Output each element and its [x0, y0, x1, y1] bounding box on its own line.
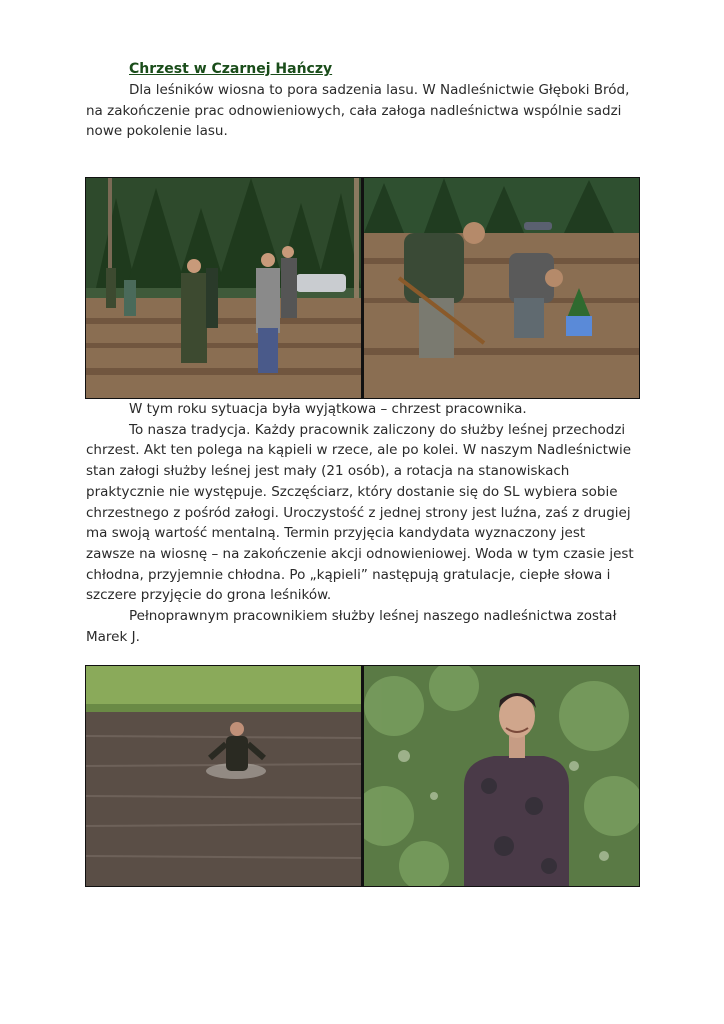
photo-man-in-river: [86, 666, 361, 886]
planting-photos: [85, 177, 640, 399]
photo-planting-seedlings: [364, 178, 639, 398]
intro-paragraph: Dla leśników wiosna to pora sadzenia lasu. W Nadleśnictwie Głęboki Bród, na zakończenie prac odnowieniowych, cała załoga nadleśnictwa wspólnie sadzi nowe pokolenie lasu.: [86, 82, 630, 140]
baptism-photos: [85, 665, 640, 887]
body-paragraph: Pełnoprawnym pracownikiem służby leśnej naszego nadleśnictwa został Marek J.: [86, 608, 617, 645]
body-text: [86, 399, 638, 647]
document-title: Chrzest w Czarnej Hańczy: [129, 61, 333, 77]
photo-baptized-man-smiling: [364, 666, 639, 886]
photo-foresters-planting-group: [86, 178, 361, 398]
body-paragraph: W tym roku sytuacja była wyjątkowa – chrzest pracownika.: [129, 401, 527, 417]
body-paragraph: To nasza tradycja. Każdy pracownik zaliczony do służby leśnej przechodzi chrzest. Akt ten polega na kąpieli w rzece, ale po kolei. W naszym Nadleśnictwie stan załogi służby leśnej jest mały (21 osób), a rotacja na stanowiskach praktycznie nie występuje. Szczęściarz, który dostanie się do SL wybiera sobie chrzestnego z pośród załogi. Uroczystość z jednej strony jest luźna, zaś z drugiej ma swoją wartość mentalną. Termin przyjęcia kandydata wyznaczony jest zawsze na wiosnę – na zakończenie akcji odnowieniowej. Woda w tym czasie jest chłodna, przyjemnie chłodna. Po „kąpieli” następują gratulacje, ciepłe słowa i szczere przyjęcie do grona leśników.: [86, 421, 634, 604]
